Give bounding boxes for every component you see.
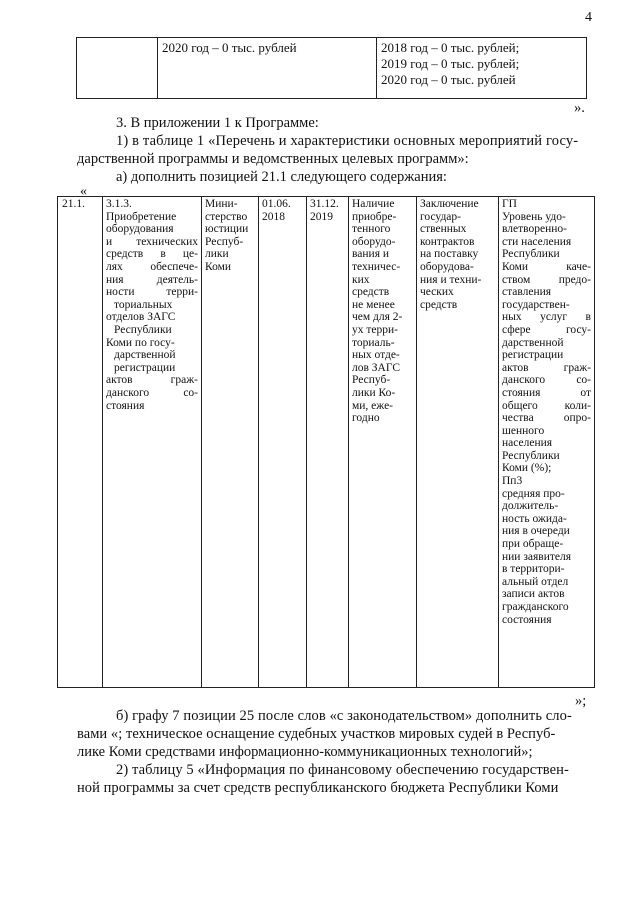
result-line: тенного bbox=[352, 223, 391, 236]
paragraph-b-line: вами «; техническое оснащение судебных участков мировых судей в Респуб- bbox=[77, 726, 556, 742]
indicator-line: при обраще- bbox=[502, 538, 564, 551]
result-line: лов ЗАГС bbox=[352, 361, 401, 374]
indicator-line: чества опро- bbox=[502, 412, 591, 425]
event-line: ния деятель- bbox=[106, 273, 198, 286]
indicator-line: альный отдел bbox=[502, 575, 569, 588]
indicator-line: сти населения bbox=[502, 235, 572, 248]
intro-line: 3. В приложении 1 к Программе: bbox=[116, 115, 319, 131]
indicator-line: в территори- bbox=[502, 563, 565, 576]
event-line: Приобретение bbox=[106, 210, 177, 223]
indicator-line: гражданского bbox=[502, 601, 569, 613]
row-number: 21.1. bbox=[62, 198, 85, 210]
result-line: Наличие bbox=[352, 198, 395, 210]
paragraph-b-line: б) графу 7 позиции 25 после слов «с законодательством» дополнить сло- bbox=[116, 708, 572, 724]
continuation-table bbox=[76, 37, 587, 99]
event-line: дарственной bbox=[114, 349, 176, 362]
indicator-line: государствен- bbox=[502, 298, 570, 311]
activities-line: на поставку bbox=[420, 248, 479, 261]
indicator-line: должитель- bbox=[502, 500, 559, 513]
start-date-line: 01.06. bbox=[262, 198, 291, 210]
continuation-cell-right bbox=[377, 38, 587, 99]
indicator-line: ГП bbox=[502, 198, 517, 210]
indicator-line: стояния от bbox=[502, 386, 591, 399]
event-line: оборудования bbox=[106, 223, 174, 236]
activities-line: ния и техни- bbox=[420, 273, 482, 286]
event-line: регистрации bbox=[114, 361, 176, 374]
event-line: и технических bbox=[106, 235, 198, 248]
paragraph-2-line: ной программы за счет средств республиканского бюджета Республики Коми bbox=[77, 780, 559, 796]
indicator-line: Коми (%); bbox=[502, 462, 552, 475]
indicator-line: общего коли- bbox=[502, 399, 591, 412]
indicator-line: шенного bbox=[502, 424, 545, 437]
continuation-mid-line: 2020 год – 0 тыс. рублей bbox=[162, 40, 297, 55]
closing-quote: »; bbox=[575, 693, 587, 709]
result-line: Респуб- bbox=[352, 374, 391, 387]
indicator-line: записи актов bbox=[502, 588, 565, 601]
result-line: ух терри- bbox=[352, 323, 398, 336]
result-line: ких bbox=[352, 273, 370, 286]
event-line: 3.1.3. bbox=[106, 198, 132, 210]
indicator-line: состояния bbox=[502, 613, 552, 626]
activities-line: ческих bbox=[420, 286, 454, 299]
activities-line: контрактов bbox=[420, 235, 475, 248]
page-number: 4 bbox=[585, 10, 592, 25]
event-line: ториальных bbox=[114, 298, 173, 311]
result-line: техничес- bbox=[352, 260, 401, 273]
result-line: ми, еже- bbox=[352, 399, 394, 412]
executor-line: юстиции bbox=[205, 223, 249, 236]
result-line: не менее bbox=[352, 298, 395, 311]
executor-line: лики bbox=[205, 248, 229, 261]
executor-line: Коми bbox=[205, 260, 232, 273]
continuation-right-line: 2018 год – 0 тыс. рублей; bbox=[381, 40, 520, 55]
end-date-line: 2019 bbox=[310, 210, 333, 223]
indicator-line: средняя про- bbox=[502, 487, 565, 500]
result-line: средств bbox=[352, 286, 390, 299]
indicator-line: влетворенно- bbox=[502, 223, 567, 236]
event-line: отделов ЗАГС bbox=[106, 311, 176, 324]
executor-line: Мини- bbox=[205, 198, 238, 210]
indicator-line: Республики bbox=[502, 449, 560, 462]
cell-indicators bbox=[499, 197, 595, 688]
event-line: лях обеспече- bbox=[106, 260, 198, 273]
activities-line: государ- bbox=[420, 210, 461, 223]
result-line: приобре- bbox=[352, 210, 397, 223]
indicator-line: ных услуг в bbox=[502, 311, 591, 324]
paragraph-b-line: лике Коми средствами информационно-коммуникационных технологий»; bbox=[77, 744, 533, 760]
intro-line: а) дополнить позицией 21.1 следующего содержания: bbox=[116, 169, 447, 185]
continuation-right-line: 2019 год – 0 тыс. рублей; bbox=[381, 56, 520, 71]
event-line: Коми по госу- bbox=[106, 336, 175, 349]
indicator-line: ством предо- bbox=[502, 273, 591, 286]
event-line: данского со- bbox=[106, 386, 198, 399]
event-line: средств в це- bbox=[106, 248, 198, 261]
indicator-line: нии заявителя bbox=[502, 550, 572, 563]
executor-line: Респуб- bbox=[205, 235, 244, 248]
executor-line: стерство bbox=[205, 210, 248, 223]
indicator-line: данского со- bbox=[502, 374, 591, 387]
cell-number bbox=[58, 197, 103, 688]
closing-quote: ». bbox=[574, 100, 585, 116]
cell-executor bbox=[202, 197, 259, 688]
result-line: лики Ко- bbox=[352, 386, 396, 399]
cell-result bbox=[349, 197, 417, 688]
measures-table bbox=[57, 196, 595, 688]
indicator-line: дарственной bbox=[502, 336, 564, 349]
event-line: ности терри- bbox=[106, 286, 198, 299]
cell-end-date bbox=[307, 197, 349, 688]
result-line: годно bbox=[352, 412, 380, 425]
cell-event bbox=[103, 197, 202, 688]
indicator-line: Республики bbox=[502, 248, 560, 261]
result-line: чем для 2- bbox=[352, 311, 403, 324]
event-line: Республики bbox=[114, 323, 172, 336]
result-line: ных отде- bbox=[352, 349, 400, 362]
indicator-line: ставления bbox=[502, 286, 552, 299]
table-row bbox=[58, 197, 595, 688]
indicator-line: ния в очереди bbox=[502, 525, 570, 538]
indicator-line: населения bbox=[502, 437, 553, 450]
indicator-line: актов граж- bbox=[502, 361, 591, 374]
activities-line: оборудова- bbox=[420, 260, 474, 273]
opening-quote: « bbox=[80, 184, 87, 199]
continuation-cell-empty bbox=[77, 38, 158, 99]
continuation-cell-mid bbox=[158, 38, 377, 99]
indicator-line: регистрации bbox=[502, 349, 564, 362]
indicator-line: Коми каче- bbox=[502, 260, 591, 273]
result-line: оборудо- bbox=[352, 235, 396, 248]
activities-line: Заключение bbox=[420, 198, 479, 210]
event-line: актов граж- bbox=[106, 374, 198, 387]
activities-line: средств bbox=[420, 298, 458, 311]
intro-line: 1) в таблице 1 «Перечень и характеристики основных мероприятий госу- bbox=[116, 133, 579, 149]
indicator-line: Уровень удо- bbox=[502, 210, 566, 223]
start-date-line: 2018 bbox=[262, 210, 285, 223]
result-line: вания и bbox=[352, 248, 390, 261]
continuation-right-line: 2020 год – 0 тыс. рублей bbox=[381, 72, 516, 87]
event-line: стояния bbox=[106, 399, 145, 412]
end-date-line: 31.12. bbox=[310, 198, 339, 210]
activities-line: ственных bbox=[420, 223, 467, 236]
indicator-line: ность ожида- bbox=[502, 512, 567, 525]
paragraph-2-line: 2) таблицу 5 «Информация по финансовому обеспечению государствен- bbox=[116, 762, 569, 778]
intro-line: дарственной программы и ведомственных целевых программ»: bbox=[77, 151, 469, 167]
indicator-line: Пп3 bbox=[502, 475, 523, 488]
cell-start-date bbox=[259, 197, 307, 688]
cell-activities bbox=[417, 197, 499, 688]
result-line: ториаль- bbox=[352, 336, 395, 349]
indicator-line: сфере госу- bbox=[502, 323, 591, 336]
